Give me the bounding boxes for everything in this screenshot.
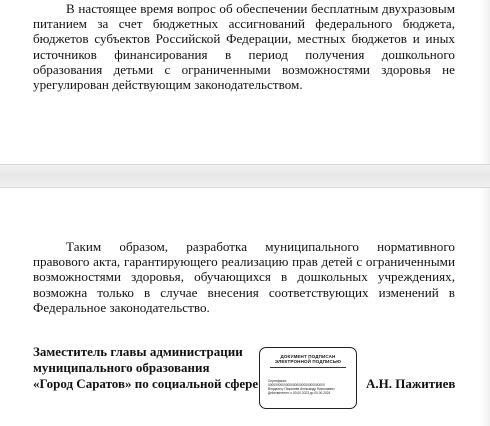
page-shadow xyxy=(480,0,490,426)
signer-position-line-2: муниципального образования xyxy=(33,360,210,375)
page-break-bottom-edge xyxy=(0,187,490,188)
page-break xyxy=(0,164,490,188)
stamp-title xyxy=(260,354,356,364)
stamp-title-line-1: ДОКУМЕНТ ПОДПИСАН xyxy=(280,354,336,359)
stamp-title-line-2: ЭЛЕКТРОННОЙ ПОДПИСЬЮ xyxy=(274,359,342,364)
stamp-meta-line-3: Владелец: Пажитиев Александр Николаевич xyxy=(268,387,335,392)
paragraph-1: В настоящее время вопрос об обеспечении бесплатным двухразовым питанием за счет бюджетных ассигнований федерального бюджета, бюджетов субъектов Российской Федерации, местных бюджетов и иных источников финансирования в период получения дошкольного образования детьми с ограниченными возможностями здоровья не урегулирован действующим законодательством. xyxy=(33,1,455,93)
signer-position-line-1: Заместитель главы администрации xyxy=(33,344,243,359)
electronic-signature-stamp xyxy=(259,347,357,409)
page-break-top-edge xyxy=(0,164,490,165)
stamp-meta-line-2: 00000000000000000000000000000000 xyxy=(268,383,325,388)
signer-position-line-3: «Город Саратов» по социальной сфере xyxy=(33,376,259,391)
paragraph-2: Таким образом, разработка муниципального нормативного правового акта, гарантирующего реализацию прав детей с ограниченными возможностями здоровья, обучающихся в дошкольных учреждениях, возможна только в случае внесения соответствующих изменений в Федеральное законодательство. xyxy=(33,239,455,315)
stamp-certificate-details xyxy=(268,379,350,395)
signer-name: А.Н. Пажитиев xyxy=(366,376,456,391)
stamp-divider xyxy=(270,367,346,368)
stamp-meta-line-1: Сертификат: xyxy=(268,379,287,383)
stamp-meta-line-4: Действителен: с 00.00.2023 до 00.00.2024 xyxy=(268,391,331,396)
signer-position xyxy=(33,344,268,392)
